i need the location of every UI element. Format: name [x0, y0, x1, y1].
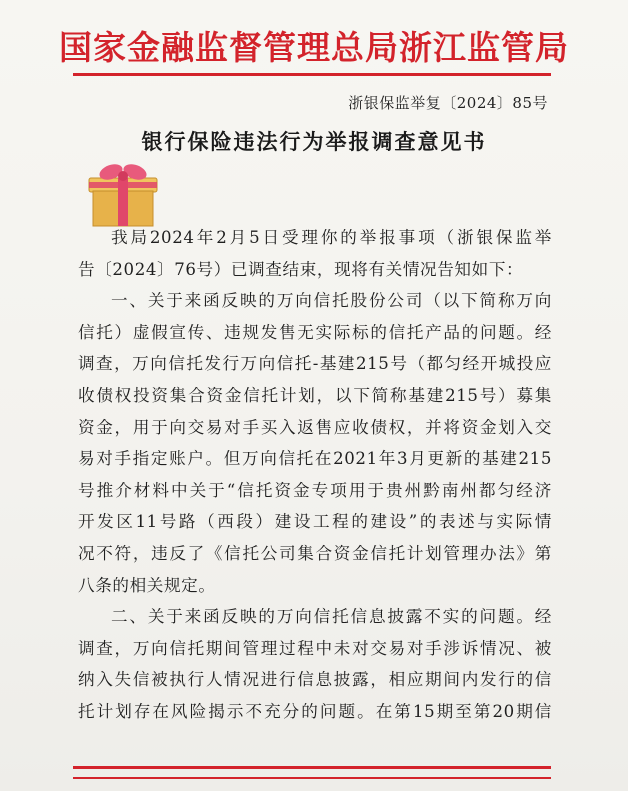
- body-line: 收债权投资集合资金信托计划，以下简称基建215号）募集: [78, 385, 552, 405]
- body-line: 号推介材料中关于“信托资金专项用于贵州黔南州都匀经济: [78, 480, 552, 500]
- body-line: 信托）虚假宣传、违规发售无实际标的信托产品的问题。经: [78, 322, 552, 342]
- document-body: [78, 222, 552, 728]
- body-line: 一、关于来函反映的万向信托股份公司（以下简称万向: [111, 291, 552, 311]
- body-line: 开发区11号路（西段）建设工程的建设”的表述与实际情: [78, 512, 552, 532]
- body-line: 纳入失信被执行人情况进行信息披露，相应期间内发行的信: [78, 670, 552, 690]
- body-line: 易对手指定账户。但万向信托在2021年3月更新的基建215: [78, 449, 552, 469]
- red-footer-rule-thin: [73, 777, 551, 779]
- issuing-authority-title: 国家金融监督管理总局浙江监管局: [59, 28, 569, 67]
- body-line: 告〔2024〕76号）已调查结束，现将有关情况告知如下：: [78, 259, 524, 279]
- body-line: 我局2024年2月5日受理你的举报事项（浙银保监举: [111, 228, 552, 247]
- red-header-rule: [73, 73, 551, 76]
- body-line: 调查，万向信托期间管理过程中未对交易对手涉诉情况、被: [78, 638, 552, 658]
- body-line: 托计划存在风险揭示不充分的问题。在第15期至第20期信: [78, 701, 552, 721]
- document-number: 浙银保监举复〔2024〕85号: [348, 94, 548, 112]
- body-line: 八条的相关规定。: [78, 575, 216, 595]
- red-footer-rule: [73, 766, 551, 769]
- body-line: 况不符，违反了《信托公司集合资金信托计划管理办法》第: [78, 543, 552, 563]
- body-line: 二、关于来函反映的万向信托信息披露不实的问题。经: [111, 607, 552, 627]
- document-heading: 银行保险违法行为举报调查意见书: [141, 130, 487, 154]
- body-line: 资金，用于向交易对手买入返售应收债权，并将资金划入交: [78, 417, 552, 437]
- gift-box-icon: [83, 158, 163, 228]
- body-line: 调查，万向信托发行万向信托-基建215号（都匀经开城投应: [78, 354, 552, 374]
